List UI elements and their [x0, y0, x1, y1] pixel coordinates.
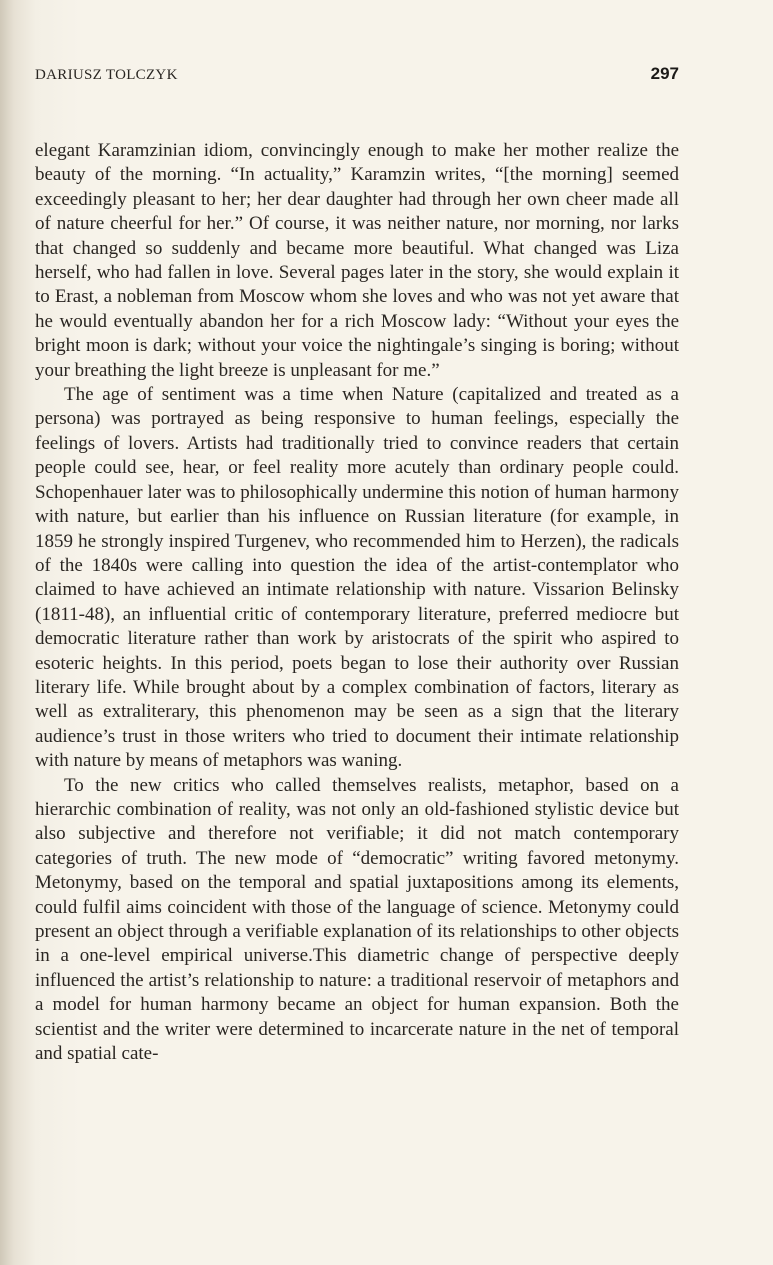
- page-header: [35, 64, 679, 86]
- running-head-author: DARIUSZ TOLCZYK: [35, 67, 178, 83]
- paragraph-3: To the new critics who called themselves realists, metaphor, based on a hierarchic combination of reality, was not only an old-fashioned stylistic device but also subjective and therefore not verifiable; it did not match contemporary categories of truth. The new mode of “democratic” writing favored metonymy. Metonymy, based on the temporal and spatial juxtapositions among its elements, could fulfil aims coincident with those of the language of science. Metonymy could present an object through a verifiable explanation of its relationships to other objects in a one-level empirical universe.This diametric change of perspective deeply influenced the artist’s relationship to nature: a traditional reservoir of metaphors and a model for human harmony became an object for human expansion. Both the scientist and the writer were determined to incarcerate nature in the net of temporal and spatial cate-: [35, 774, 679, 1065]
- paragraph-1: elegant Karamzinian idiom, convincingly enough to make her mother realize the beauty of the morning. “In actuality,” Karamzin writes, “[the morning] seemed exceedingly pleasant to her; her dear daughter had through her own cheer made all of nature cheerful for her.” Of course, it was neither nature, nor morning, nor larks that changed so suddenly and became more beautiful. What changed was Liza herself, who had fallen in love. Several pages later in the story, she would explain it to Erast, a nobleman from Moscow whom she loves and who was not yet aware that he would eventually abandon her for a rich Moscow lady: “Without your eyes the bright moon is dark; without your voice the nightingale’s singing is boring; without your breathing the light breeze is unpleasant for me.”: [35, 140, 679, 381]
- page-number: 297: [650, 64, 679, 83]
- body-text: [35, 139, 679, 1066]
- paragraph-2: The age of sentiment was a time when Nature (capitalized and treated as a persona) was portrayed as being responsive to human feelings, especially the feelings of lovers. Artists had traditionally tried to convince readers that certain people could see, hear, or feel reality more acutely than ordinary people could. Schopenhauer later was to philosophically undermine this notion of human harmony with nature, but earlier than his influence on Russian literature (for example, in 1859 he strongly inspired Turgenev, who recommended him to Herzen), the radicals of the 1840s were calling into question the idea of the artist-contemplator who claimed to have achieved an intimate relationship with nature. Vissarion Belinsky (1811-48), an influential critic of contemporary literature, preferred mediocre but democratic literature rather than work by aristocrats of the spirit who aspired to esoteric heights. In this period, poets began to lose their authority over Russian literary life. While brought about by a complex combination of factors, literary as well as extraliterary, this phenomenon may be seen as a sign that the literary audience’s trust in those writers who tried to document their intimate relationship with nature by means of metaphors was waning.: [35, 384, 679, 772]
